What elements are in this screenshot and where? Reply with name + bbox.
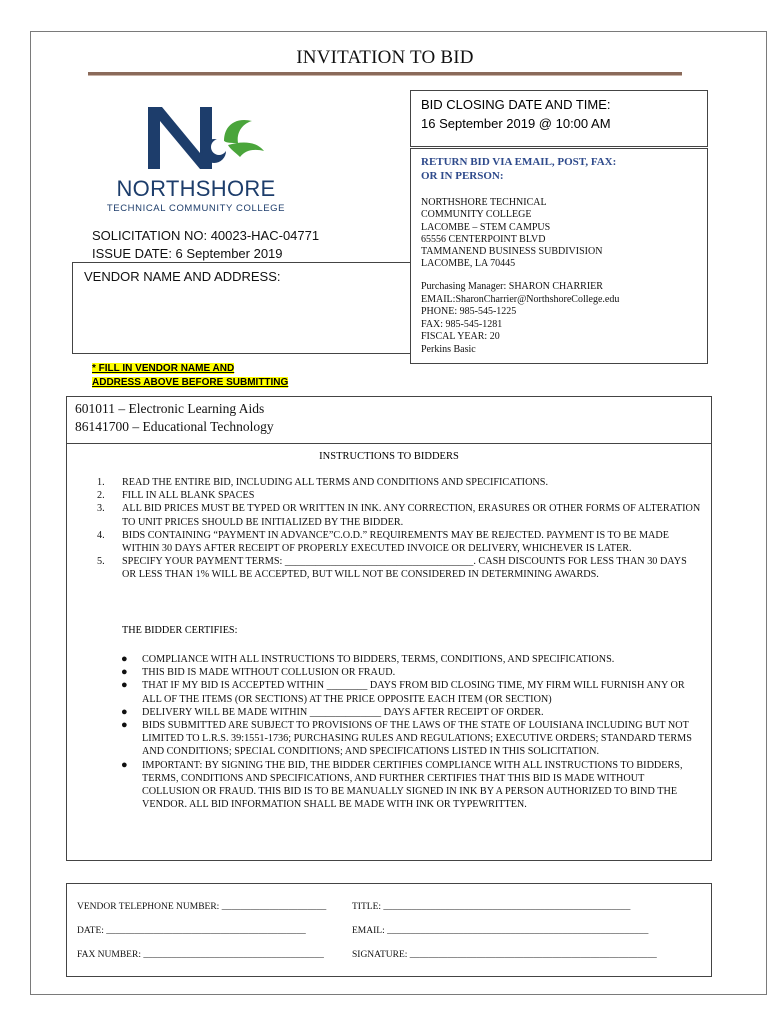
vendor-signature-box [66,883,712,977]
return-contact [421,281,619,357]
bullet-icon: ● [121,705,128,718]
purchasing-manager: Purchasing Manager: SHARON CHARRIER [421,281,603,292]
contact-phone: PHONE: 985-545-1225 [421,306,517,318]
address-line: 65556 CENTERPOINT BLVD [421,233,546,245]
item-number: 1. [97,477,105,488]
list-item [117,706,702,719]
date-field[interactable]: DATE: __________________________________________ [77,926,306,936]
bullet-icon: ● [121,719,128,732]
address-line: LACOMBE, LA 70445 [421,258,516,270]
item-text: SPECIFY YOUR PAYMENT TERMS: _____________________________________. CASH DISCOUNTS FOR LESS THAN 30 DAYS OR LESS THAN 1% WILL BE ACCEPTED, BUT WILL NOT BE CONSIDERED IN DETERMINING AWARDS. [122,556,687,581]
item-text: COMPLIANCE WITH ALL INSTRUCTIONS TO BIDDERS, TERMS, CONDITIONS, AND SPECIFICATIONS. [142,654,615,665]
signature-row [77,926,707,936]
logo-college-subtitle: TECHNICAL COMMUNITY COLLEGE [106,203,286,214]
list-item [97,529,702,555]
title-underline [88,72,682,76]
signature-row [77,950,707,960]
bid-closing-value: 16 September 2019 @ 10:00 AM [421,116,611,131]
return-heading-line-1: RETURN BID VIA EMAIL, POST, FAX: [421,156,617,168]
bid-closing-label: BID CLOSING DATE AND TIME: [421,97,611,112]
logo-college-name: NORTHSHORE [116,176,276,201]
funding-source: Perkins Basic [421,343,476,355]
fill-note-line-1: * FILL IN VENDOR NAME AND [92,363,235,374]
instructions-list [97,476,702,582]
vendor-box-label: VENDOR NAME AND ADDRESS: [84,269,281,284]
bullet-icon: ● [121,653,128,665]
list-item [97,476,702,489]
return-address [421,197,602,271]
address-line: COMMUNITY COLLEGE [421,209,532,221]
item-text: READ THE ENTIRE BID, INCLUDING ALL TERMS AND CONDITIONS AND SPECIFICATIONS. [122,477,548,488]
instructions-title: INSTRUCTIONS TO BIDDERS [319,451,459,462]
contact-email: EMAIL:SharonCharrier@NorthshoreCollege.edu [421,293,620,305]
vendor-phone-field[interactable]: VENDOR TELEPHONE NUMBER: ______________________ [77,902,327,912]
return-bid-box [410,148,708,364]
title-field[interactable]: TITLE: ____________________________________________________ [352,902,631,912]
list-item [117,666,702,679]
item-text: BIDS CONTAINING “PAYMENT IN ADVANCE”C.O.D.” REQUIREMENTS MAY BE REJECTED. PAYMENT IS TO BE MADE WITHIN 30 DAYS AFTER RECEIPT OF PROPERLY EXECUTED INVOICE OR DELIVERY, WHICHEVER IS LATER. [122,529,669,555]
item-text: THAT IF MY BID IS ACCEPTED WITHIN ________ DAYS FROM BID CLOSING TIME, MY FIRM WILL FURNISH ANY OR ALL OF THE ITEMS (OR SECTIONS) AT THE PRICE OPPOSITE EACH ITEM (OR SECTION) [142,680,685,705]
fill-in-note [92,362,288,390]
item-number: 3. [97,503,105,515]
list-item [97,555,702,581]
bullet-icon: ● [121,679,128,692]
vendor-name-address-box[interactable] [72,262,411,354]
bid-closing-box [410,90,708,147]
solicitation-info [92,227,319,263]
item-text: FILL IN ALL BLANK SPACES [122,490,255,502]
issue-date: ISSUE DATE: 6 September 2019 [92,246,283,261]
college-logo [96,101,296,219]
list-item [117,679,702,705]
logo-mark-icon [96,101,296,176]
bullet-icon: ● [121,666,128,679]
instructions-box [66,443,712,861]
list-item [97,489,702,502]
item-text: IMPORTANT: BY SIGNING THE BID, THE BIDDER CERTIFIES COMPLIANCE WITH ALL INSTRUCTIONS TO BIDDERS, TERMS, CONDITIONS AND SPECIFICATIONS, AND FURTHER CERTIFIES THAT THIS BID IS MADE WITHOUT COLLUSION OR FRAUD. THIS BID IS TO BE MANUALLY SIGNED IN INK BY A PERSON AUTHORIZED TO BIND THE VENDOR. ALL BID INFORMATION SHALL BE MADE WITH INK OR TYPEWRITTEN. [142,759,683,811]
item-number: 4. [97,529,105,541]
solicitation-number: SOLICITATION NO: 40023-HAC-04771 [92,228,320,243]
email-field[interactable]: EMAIL: _______________________________________________________ [352,926,649,936]
contact-fax: FAX: 985-545-1281 [421,318,503,330]
item-text: DELIVERY WILL BE MADE WITHIN ______________ DAYS AFTER RECEIPT OF ORDER. [142,706,544,718]
commodity-codes-box [66,396,712,444]
signature-field[interactable]: SIGNATURE: ____________________________________________________ [352,950,657,960]
certifies-label: THE BIDDER CERTIFIES: [122,625,238,636]
item-text: ALL BID PRICES MUST BE TYPED OR WRITTEN IN INK. ANY CORRECTION, ERASURES OR OTHER FORMS OF ALTERATION TO UNIT PRICES SHOULD BE INITIALIZED BY THE BIDDER. [122,503,701,528]
item-number: 2. [97,490,105,502]
bullet-icon: ● [121,758,128,771]
signature-row [77,902,707,912]
fill-note-line-2: ADDRESS ABOVE BEFORE SUBMITTING [92,377,289,388]
item-text: BIDS SUBMITTED ARE SUBJECT TO PROVISIONS OF THE LAWS OF THE STATE OF LOUISIANA INCLUDING BUT NOT LIMITED TO L.R.S. 39:1551-1736; PURCHASING RULES AND REGULATIONS; EXECUTIVE ORDERS; STANDARD TERMS AND CONDITIONS; SPECIAL CONDITIONS; AND SPECIFICATIONS LISTED IN THIS SOLICITATION. [142,720,692,758]
fiscal-year: FISCAL YEAR: 20 [421,331,500,343]
address-line: LACOMBE – STEM CAMPUS [421,221,551,233]
commodity-code: 601011 – Electronic Learning Aids [75,401,265,416]
address-line: NORTHSHORE TECHNICAL [421,197,547,208]
page-title: INVITATION TO BID [296,47,474,68]
return-heading [421,155,616,183]
list-item [117,759,702,812]
list-item [97,502,702,528]
item-number: 5. [97,556,105,568]
return-heading-line-2: OR IN PERSON: [421,170,504,182]
list-item [117,719,702,759]
address-line: TAMMANEND BUSINESS SUBDIVISION [421,246,603,258]
item-text: THIS BID IS MADE WITHOUT COLLUSION OR FRAUD. [142,667,396,679]
fax-number-field[interactable]: FAX NUMBER: ______________________________________ [77,950,324,960]
list-item [117,653,702,666]
certifications-list [117,653,702,811]
commodity-code: 86141700 – Educational Technology [75,419,274,434]
